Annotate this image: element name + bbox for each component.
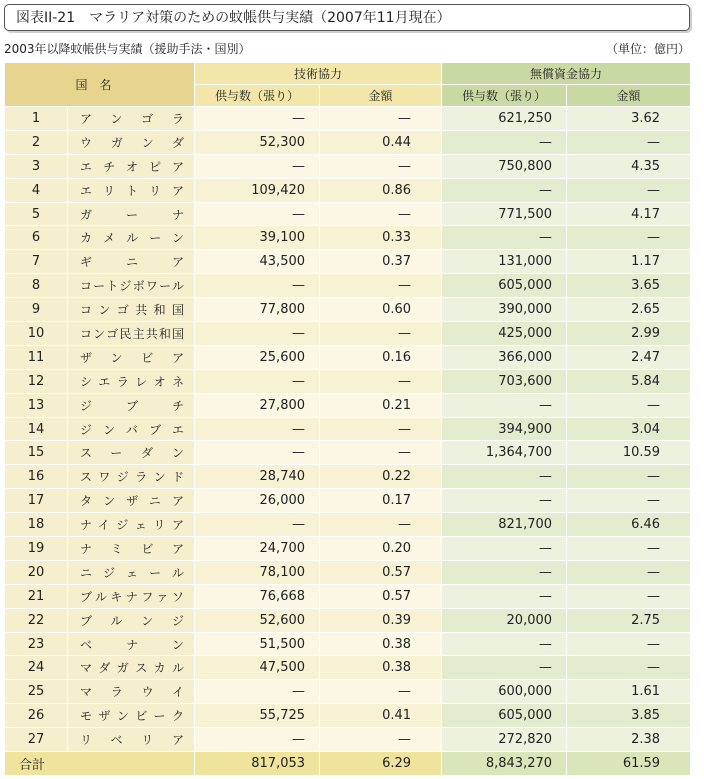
grant-supply-count: — [442,226,567,250]
tech-amount: 0.22 [320,465,442,489]
grant-amount: — [567,489,691,513]
tech-supply-count: 43,500 [195,250,320,274]
tech-supply-count: 25,600 [195,345,320,369]
tech-amount: 0.38 [320,656,442,680]
grant-supply-count: — [442,584,567,608]
tech-supply-count: — [195,369,320,393]
tech-supply-count: 77,800 [195,298,320,322]
row-number: 27 [5,728,68,752]
tech-supply-count: 24,700 [195,537,320,561]
row-number: 9 [5,298,68,322]
table-row [5,393,691,417]
grant-amount: 2.47 [567,345,691,369]
tech-supply-count: 28,740 [195,465,320,489]
country-name: ジンバブエ [68,417,195,441]
row-number: 24 [5,656,68,680]
row-number: 13 [5,393,68,417]
grant-amount: 5.84 [567,369,691,393]
tech-amount: 0.16 [320,345,442,369]
mosquito-net-table [4,62,691,776]
grant-supply-count: 394,900 [442,417,567,441]
country-name: モザンビーク [68,704,195,728]
row-number: 23 [5,632,68,656]
grant-supply-count: 131,000 [442,250,567,274]
tech-supply-count: 55,725 [195,704,320,728]
table-row [5,704,691,728]
grant-amount: 3.04 [567,417,691,441]
table-row [5,250,691,274]
tech-supply-count: 27,800 [195,393,320,417]
country-name: ガーナ [68,202,195,226]
tech-amount: — [320,154,442,178]
grant-supply-count: 425,000 [442,322,567,346]
tech-amount: — [320,274,442,298]
grant-supply-count: — [442,632,567,656]
grant-amount: 3.65 [567,274,691,298]
total-tech-amount: 6.29 [320,752,442,776]
header-tech-amount: 金額 [320,85,442,107]
grant-amount: — [567,393,691,417]
grant-supply-count: 600,000 [442,680,567,704]
tech-amount: 0.37 [320,250,442,274]
table-row [5,322,691,346]
row-number: 21 [5,584,68,608]
table-body [5,107,691,776]
tech-supply-count: 52,600 [195,608,320,632]
grant-amount: — [567,560,691,584]
grant-amount: — [567,465,691,489]
grant-amount: 6.46 [567,513,691,537]
country-name: ナイジェリア [68,513,195,537]
tech-amount: — [320,417,442,441]
country-name: エチオピア [68,154,195,178]
tech-amount: 0.38 [320,632,442,656]
tech-supply-count: — [195,513,320,537]
table-row [5,202,691,226]
tech-amount: — [320,441,442,465]
country-name: マダガスカル [68,656,195,680]
country-name: ジブチ [68,393,195,417]
row-number: 2 [5,130,68,154]
tech-amount: 0.20 [320,537,442,561]
row-number: 15 [5,441,68,465]
grant-supply-count: — [442,465,567,489]
row-number: 17 [5,489,68,513]
tech-supply-count: — [195,417,320,441]
grant-supply-count: — [442,393,567,417]
country-name: ブルンジ [68,608,195,632]
tech-amount: 0.39 [320,608,442,632]
country-name: ニジェール [68,560,195,584]
grant-supply-count: 272,820 [442,728,567,752]
grant-supply-count: 605,000 [442,704,567,728]
grant-supply-count: 621,250 [442,107,567,131]
table-row [5,345,691,369]
total-row [5,752,691,776]
table-row [5,632,691,656]
tech-amount: 0.44 [320,130,442,154]
grant-amount: 2.38 [567,728,691,752]
row-number: 20 [5,560,68,584]
header-grant-supply: 供与数（張り） [442,85,567,107]
grant-amount: 3.85 [567,704,691,728]
grant-supply-count: 771,500 [442,202,567,226]
tech-supply-count: — [195,107,320,131]
tech-supply-count: 47,500 [195,656,320,680]
header-grant-aid: 無償資金協力 [442,63,691,85]
country-name: ブルキナファソ [68,584,195,608]
grant-amount: — [567,178,691,202]
tech-supply-count: 109,420 [195,178,320,202]
header-country: 国名 [5,63,195,107]
total-label: 合計 [5,752,195,776]
country-name: リベリア [68,728,195,752]
header-tech-supply: 供与数（張り） [195,85,320,107]
grant-amount: — [567,584,691,608]
header-technical-cooperation: 技術協力 [195,63,442,85]
tech-supply-count: 76,668 [195,584,320,608]
tech-amount: — [320,322,442,346]
table-row [5,680,691,704]
table-row [5,489,691,513]
grant-amount: 4.35 [567,154,691,178]
country-name: ザンビア [68,345,195,369]
total-grant-supply: 8,843,270 [442,752,567,776]
table-row [5,178,691,202]
grant-supply-count: 1,364,700 [442,441,567,465]
grant-amount: — [567,632,691,656]
tech-amount: 0.33 [320,226,442,250]
grant-amount: 1.61 [567,680,691,704]
grant-amount: — [567,656,691,680]
row-number: 19 [5,537,68,561]
grant-supply-count: — [442,560,567,584]
table-row [5,608,691,632]
table-row [5,274,691,298]
unit-label: （単位：億円） [605,42,690,56]
row-number: 22 [5,608,68,632]
country-name: タンザニア [68,489,195,513]
row-number: 16 [5,465,68,489]
grant-supply-count: — [442,656,567,680]
grant-amount: 2.75 [567,608,691,632]
header-grant-amount: 金額 [567,85,691,107]
table-row [5,465,691,489]
tech-amount: 0.60 [320,298,442,322]
table-row [5,154,691,178]
country-name: マラウイ [68,680,195,704]
table-row [5,441,691,465]
country-name: アンゴラ [68,107,195,131]
grant-amount: 1.17 [567,250,691,274]
table-row [5,107,691,131]
grant-supply-count: 20,000 [442,608,567,632]
table-row [5,130,691,154]
row-number: 26 [5,704,68,728]
grant-amount: — [567,537,691,561]
country-name: スーダン [68,441,195,465]
tech-supply-count: — [195,202,320,226]
country-name: ナミビア [68,537,195,561]
row-number: 5 [5,202,68,226]
tech-amount: 0.57 [320,584,442,608]
tech-amount: — [320,202,442,226]
tech-supply-count: — [195,680,320,704]
country-name: ギニア [68,250,195,274]
grant-supply-count: 366,000 [442,345,567,369]
grant-supply-count: 605,000 [442,274,567,298]
grant-supply-count: 750,800 [442,154,567,178]
row-number: 7 [5,250,68,274]
row-number: 18 [5,513,68,537]
tech-amount: 0.41 [320,704,442,728]
row-number: 12 [5,369,68,393]
grant-supply-count: — [442,178,567,202]
tech-supply-count: — [195,441,320,465]
grant-supply-count: — [442,489,567,513]
tech-amount: 0.17 [320,489,442,513]
country-name: スワジランド [68,465,195,489]
page-title: 図表II-21 マラリア対策のための蚊帳供与実績（2007年11月現在） [16,10,451,26]
country-name: シエラレオネ [68,369,195,393]
tech-amount: 0.86 [320,178,442,202]
grant-amount: — [567,130,691,154]
country-name: カメルーン [68,226,195,250]
grant-supply-count: — [442,130,567,154]
table-row [5,513,691,537]
tech-amount: — [320,513,442,537]
grant-supply-count: 703,600 [442,369,567,393]
tech-supply-count: — [195,154,320,178]
total-tech-supply: 817,053 [195,752,320,776]
grant-supply-count: 390,000 [442,298,567,322]
grant-amount: 3.62 [567,107,691,131]
table-row [5,728,691,752]
country-name: ベナン [68,632,195,656]
grant-amount: 10.59 [567,441,691,465]
table-row [5,417,691,441]
grant-amount: 4.17 [567,202,691,226]
tech-supply-count: — [195,322,320,346]
table-row [5,656,691,680]
country-name: コートジボワール [68,274,195,298]
tech-supply-count: 52,300 [195,130,320,154]
total-grant-amount: 61.59 [567,752,691,776]
table-row [5,226,691,250]
title-box [4,4,690,31]
country-name: ウガンダ [68,130,195,154]
row-number: 14 [5,417,68,441]
row-number: 6 [5,226,68,250]
table-row [5,298,691,322]
tech-amount: 0.57 [320,560,442,584]
country-name: エリトリア [68,178,195,202]
tech-amount: — [320,680,442,704]
table-subtitle: 2003年以降蚊帳供与実績（援助手法・国別） [4,42,251,56]
table-row [5,560,691,584]
row-number: 8 [5,274,68,298]
row-number: 11 [5,345,68,369]
tech-amount: 0.21 [320,393,442,417]
grant-supply-count: 821,700 [442,513,567,537]
row-number: 25 [5,680,68,704]
row-number: 1 [5,107,68,131]
row-number: 10 [5,322,68,346]
table-row [5,537,691,561]
row-number: 3 [5,154,68,178]
table-row [5,584,691,608]
table-row [5,369,691,393]
tech-supply-count: — [195,728,320,752]
tech-supply-count: 39,100 [195,226,320,250]
tech-supply-count: 26,000 [195,489,320,513]
grant-amount: 2.99 [567,322,691,346]
tech-supply-count: 51,500 [195,632,320,656]
tech-amount: — [320,369,442,393]
tech-supply-count: 78,100 [195,560,320,584]
grant-amount: 2.65 [567,298,691,322]
row-number: 4 [5,178,68,202]
tech-amount: — [320,728,442,752]
tech-supply-count: — [195,274,320,298]
country-name: コンゴ民主共和国 [68,322,195,346]
grant-amount: — [567,226,691,250]
country-name: コンゴ共和国 [68,298,195,322]
grant-supply-count: — [442,537,567,561]
tech-amount: — [320,107,442,131]
